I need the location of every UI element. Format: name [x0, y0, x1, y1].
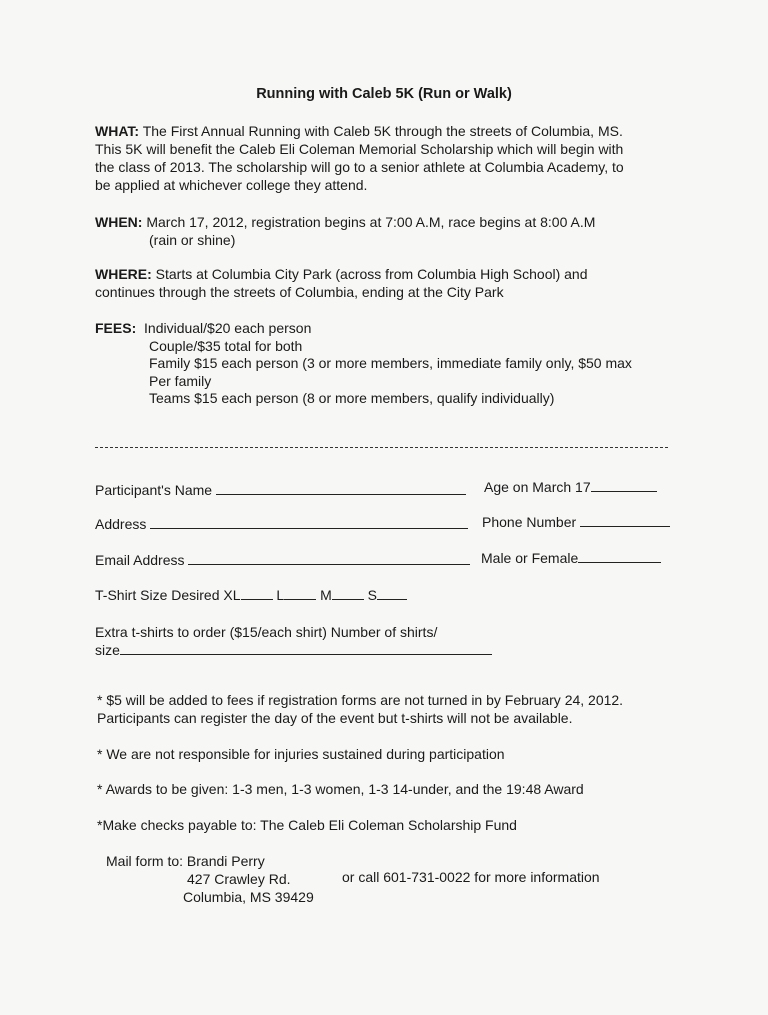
phone-blank[interactable] — [580, 513, 670, 527]
email-field[interactable] — [95, 551, 470, 568]
tshirt-label: T-Shirt Size Desired — [95, 587, 220, 603]
size-m-blank[interactable] — [332, 586, 364, 600]
size-m-label: M — [320, 587, 332, 603]
fees-line-5: Teams $15 each person (8 or more members, qualify individually) — [149, 390, 555, 406]
note-day-of-event: Participants can register the day of the event but t-shirts will not be available. — [97, 710, 573, 726]
what-line-4: be applied at whichever college they attend. — [95, 177, 368, 193]
note-late-fee: * $5 will be added to fees if registration forms are not turned in by February 24, 2012. — [97, 692, 624, 708]
phone-label: Phone Number — [482, 514, 577, 530]
size-s-blank[interactable] — [377, 586, 407, 600]
fees-line-3: Family $15 each person (3 or more members, immediate family only, $50 max — [149, 355, 632, 371]
what-line-3: the class of 2013. The scholarship will go to a senior athlete at Columbia Academy, to — [95, 159, 624, 175]
size-l-blank[interactable] — [284, 586, 316, 600]
when-line-2: (rain or shine) — [149, 232, 236, 248]
extra-shirts-line-1: Extra t-shirts to order ($15/each shirt) Number of shirts/ — [95, 624, 438, 640]
where-text-1: Starts at Columbia City Park (across from Columbia High School) and — [155, 266, 588, 282]
mail-to-name: Mail form to: Brandi Perry — [106, 853, 265, 869]
participant-name-label: Participant's Name — [95, 482, 213, 498]
what-line-2: This 5K will benefit the Caleb Eli Coleman Memorial Scholarship which will begin with — [95, 141, 624, 157]
age-blank[interactable] — [591, 478, 657, 492]
age-label: Age on March 17 — [484, 479, 591, 495]
size-s-label: S — [367, 587, 377, 603]
age-field[interactable] — [484, 478, 657, 495]
mail-to-street: 427 Crawley Rd. — [187, 871, 291, 887]
when-line-1 — [95, 214, 595, 230]
tshirt-size-field[interactable] — [95, 586, 407, 603]
when-text-1: March 17, 2012, registration begins at 7:00 A.M, race begins at 8:00 A.M — [146, 214, 596, 230]
what-text-1: The First Annual Running with Caleb 5K through the streets of Columbia, MS. — [142, 123, 623, 139]
fees-line-4: Per family — [149, 373, 212, 389]
where-label: WHERE: — [95, 266, 152, 282]
fees-line-2: Couple/$35 total for both — [149, 338, 303, 354]
gender-label: Male or Female — [481, 550, 579, 566]
gender-blank[interactable] — [578, 549, 661, 563]
phone-field[interactable] — [482, 513, 670, 530]
address-label: Address — [95, 516, 147, 532]
mail-to-city: Columbia, MS 39429 — [183, 889, 314, 905]
extra-shirts-size-label: size — [95, 642, 120, 658]
participant-name-field[interactable] — [95, 481, 466, 498]
fees-text-1: Individual/$20 each person — [144, 320, 312, 336]
when-label: WHEN: — [95, 214, 143, 230]
participant-name-blank[interactable] — [216, 481, 466, 495]
cut-line-divider — [95, 447, 668, 448]
page-title: Running with Caleb 5K (Run or Walk) — [256, 86, 512, 102]
extra-shirts-blank[interactable] — [120, 641, 492, 655]
where-line-2: continues through the streets of Columbia, ending at the City Park — [95, 284, 504, 300]
gender-field[interactable] — [481, 549, 661, 566]
size-l-label: L — [276, 587, 285, 603]
address-blank[interactable] — [150, 515, 468, 529]
what-line-1 — [95, 123, 623, 139]
call-info: or call 601-731-0022 for more information — [342, 869, 600, 885]
email-blank[interactable] — [188, 551, 470, 565]
fees-label: FEES: — [95, 320, 137, 336]
note-injuries: * We are not responsible for injuries sustained during participation — [97, 746, 505, 762]
email-label: Email Address — [95, 552, 185, 568]
where-line-1 — [95, 266, 588, 282]
extra-shirts-field[interactable] — [95, 641, 492, 658]
note-checks-payable: *Make checks payable to: The Caleb Eli Coleman Scholarship Fund — [97, 817, 517, 833]
note-awards: * Awards to be given: 1-3 men, 1-3 women, 1-3 14-under, and the 19:48 Award — [97, 781, 584, 797]
size-xl-blank[interactable] — [241, 586, 273, 600]
what-label: WHAT: — [95, 123, 140, 139]
fees-line-1 — [95, 320, 311, 336]
size-xl-label: XL — [223, 587, 241, 603]
address-field[interactable] — [95, 515, 468, 532]
